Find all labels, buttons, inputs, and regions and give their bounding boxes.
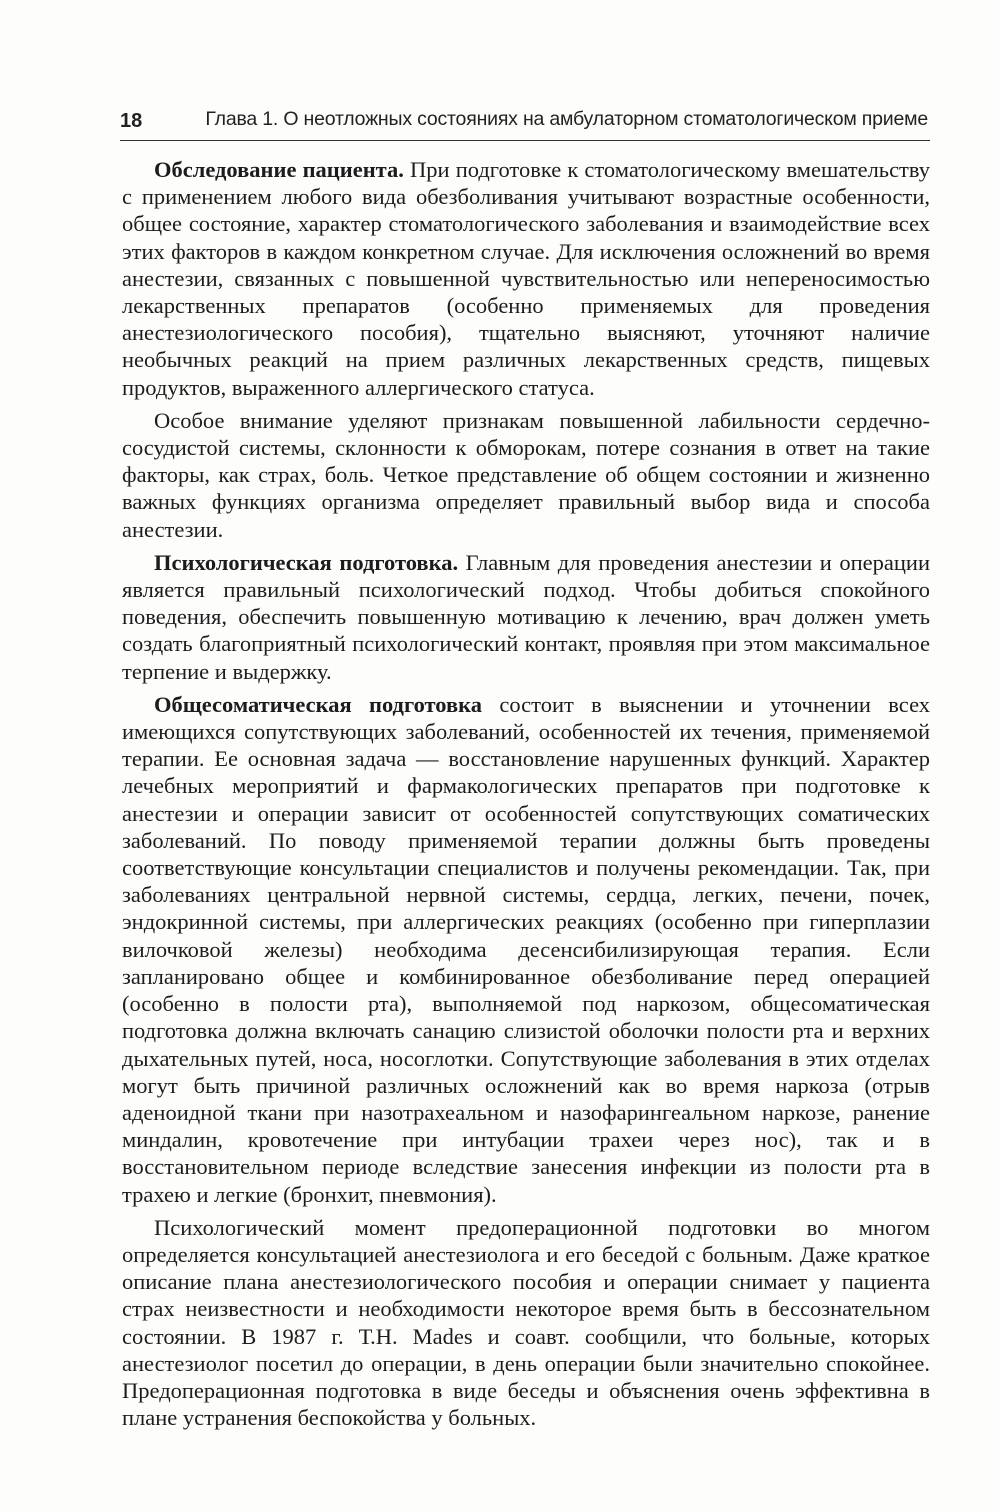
paragraph-lead: Обследование пациента. bbox=[154, 157, 404, 182]
paragraph-text: При подготовке к стоматологическому вмешательству с применением любого вида обезболивания учитывают возрастные особенности, общее состояние, характер стоматологического заболевания и взаимодействие всех этих факторов в каждом конкретном случае. Для исключения осложнений во время анестезии, связанных с повышенной чувствительностью или непереносимостью лекарственных препаратов (особенно применяемых для проведения анестезиологического пособия), тщательно выясняют, уточняют наличие необычных реакций на прием различных лекарственных средств, пищевых продуктов, выраженного аллергического статуса. bbox=[122, 157, 930, 400]
body-text bbox=[122, 156, 930, 1431]
paragraph-lead: Психологическая подготовка. bbox=[154, 549, 459, 575]
paragraph-patient-examination bbox=[122, 156, 930, 401]
chapter-title: Глава 1. О неотложных состояниях на амбулаторном стоматологическом приеме bbox=[205, 108, 928, 130]
running-header bbox=[120, 104, 930, 141]
paragraph-psychological-moment bbox=[122, 1214, 930, 1432]
paragraph-cardiovascular bbox=[122, 407, 930, 543]
paragraph-general-somatic-preparation bbox=[122, 691, 930, 1208]
paragraph-text: состоит в выяснении и уточнении всех имеющихся сопутствующих заболеваний, особенностей их течения, применяемой терапии. Ее основная задача — восстановление нарушенных функций. Характер лечебных мероприятий и фармакологических препаратов при подготовке к анестезии и операции зависит от особенностей сопутствующих соматических заболеваний. По поводу применяемой терапии должны быть проведены соответствующие консультации специалистов и получены рекомендации. Так, при заболеваниях центральной нервной системы, сердца, легких, печени, почек, эндокринной системы, при аллергических реакциях (особенно при гиперплазии вилочковой железы) необходима десенсибилизирующая терапия. Если запланировано общее и комбинированное обезболивание перед операцией (особенно в полости рта), выполняемой под наркозом, общесоматическая подготовка должна включать санацию слизистой оболочки полости рта и верхних дыхательных путей, носа, носоглотки. Сопутствующие заболевания в этих отделах могут быть причиной различных осложнений как во время наркоза (отрыв аденоидной ткани при назотрахеальном и назофарингеальном наркозе, ранение миндалин, кровотечение при интубации трахеи через нос), так и в восстановительном периоде вследствие занесения инфекции из полости рта в трахею и легкие (бронхит, пневмония). bbox=[122, 691, 931, 1207]
paragraph-text: Особое внимание уделяют признакам повышенной лабильности сердечно-сосудистой системы, склонности к обморокам, потере сознания в ответ на такие факторы, как страх, боль. Четкое представление об общем состоянии и жизненно важных функциях организма определяет правильный выбор вида и способа анестезии. bbox=[122, 407, 930, 542]
paragraph-text: Главным для проведения анестезии и операции является правильный психологический подход. Чтобы добиться спокойного поведения, обеспечить повышенную мотивацию к лечению, врач должен уметь создать благоприятный психологический контакт, проявляя при этом максимальное терпение и выдержку. bbox=[122, 549, 931, 684]
paragraph-text: Психологический момент предоперационной подготовки во многом определяется консультацией анестезиолога и его беседой с больным. Даже краткое описание плана анестезиологического пособия и операции снимает у пациента страх неизвестности и необходимости некоторое время быть в бессознательном состоянии. В 1987 г. Т.Н. Mades и соавт. сообщили, что больные, которых анестезиолог посетил до операции, в день операции были значительно спокойнее. Предоперационная подготовка в виде беседы и объяснения очень эффективна в плане устранения беспокойства у больных. bbox=[122, 1214, 930, 1431]
paragraph-psychological-preparation bbox=[122, 549, 930, 685]
paragraph-lead: Общесоматическая подготовка bbox=[154, 691, 483, 717]
page-number: 18 bbox=[120, 110, 143, 132]
